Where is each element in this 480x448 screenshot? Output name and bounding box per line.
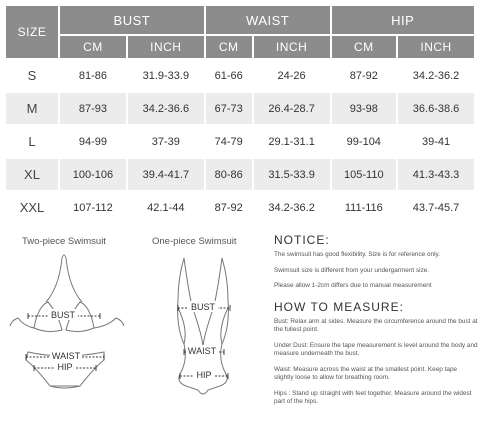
bust-header: BUST (60, 6, 204, 34)
table-row (6, 126, 474, 157)
table-cell: 42.1-44 (128, 192, 204, 223)
table-cell: 61-66 (206, 60, 252, 91)
size-cell: M (6, 93, 58, 124)
measure-item: Waist: Measure across the waist at the smallest point. Keep tape slightly loose to allow for breathing room. (274, 365, 458, 381)
waist-header: WAIST (206, 6, 330, 34)
measure-item: Bust: Relax arm at sides. Measure the circumference around the bust at the fullest point. (274, 317, 478, 333)
notice-title: NOTICE: (274, 233, 330, 247)
two-piece-swimsuit-illustration (4, 248, 144, 444)
table-cell: 74-79 (206, 126, 252, 157)
table-row (6, 93, 474, 124)
table-cell: 87-92 (206, 192, 252, 223)
table-cell: 107-112 (60, 192, 126, 223)
table-cell: 41.3-43.3 (398, 159, 474, 190)
notice-line: The swimsuit has good flexibility. Size is for reference only. (274, 251, 440, 258)
table-cell: 80-86 (206, 159, 252, 190)
notice-section (274, 233, 478, 414)
bust-label: BUST (50, 310, 76, 320)
two-piece-caption: Two-piece Swimsuit (22, 236, 106, 247)
size-cell: L (6, 126, 58, 157)
table-cell: 87-93 (60, 93, 126, 124)
unit-header: INCH (398, 36, 474, 58)
table-cell: 67-73 (206, 93, 252, 124)
unit-header: CM (60, 36, 126, 58)
table-cell: 43.7-45.7 (398, 192, 474, 223)
hip-label: HIP (57, 362, 73, 372)
one-piece-swimsuit-illustration (148, 248, 258, 444)
table-row (6, 192, 474, 223)
table-cell: 34.2-36.2 (254, 192, 330, 223)
table-cell: 94-99 (60, 126, 126, 157)
unit-header: INCH (128, 36, 204, 58)
table-cell: 34.2-36.2 (398, 60, 474, 91)
table-row (6, 159, 474, 190)
table-cell: 111-116 (332, 192, 397, 223)
table-cell: 39-41 (398, 126, 474, 157)
waist-label: WAIST (187, 346, 217, 356)
table-cell: 93-98 (332, 93, 397, 124)
size-cell: XXL (6, 192, 58, 223)
table-cell: 99-104 (332, 126, 397, 157)
table-cell: 29.1-31.1 (254, 126, 330, 157)
table-cell: 34.2-36.6 (128, 93, 204, 124)
unit-header: CM (332, 36, 397, 58)
table-cell: 39.4-41.7 (128, 159, 204, 190)
size-cell: XL (6, 159, 58, 190)
hip-header: HIP (332, 6, 474, 34)
size-chart-table (4, 4, 476, 225)
unit-header: CM (206, 36, 252, 58)
notice-line: Please allow 1-2cm differs due to manual measurement (274, 282, 432, 289)
measure-item: Under Dust: Ensure the tape measurement is level around the body and measure underneath the bust. (274, 341, 478, 357)
table-cell: 87-92 (332, 60, 397, 91)
hip-label: HIP (196, 370, 212, 380)
waist-label: WAIST (51, 351, 81, 361)
one-piece-caption: One-piece Swimsuit (152, 236, 237, 247)
table-cell: 24-26 (254, 60, 330, 91)
bust-label: BUST (190, 302, 216, 312)
size-header: SIZE (6, 6, 58, 58)
table-cell: 36.6-38.6 (398, 93, 474, 124)
notice-line: Swimsuit size is different from your undergarment size. (274, 266, 430, 274)
table-cell: 37-39 (128, 126, 204, 157)
table-cell: 100-106 (60, 159, 126, 190)
table-cell: 26.4-28.7 (254, 93, 330, 124)
unit-header: INCH (254, 36, 330, 58)
table-cell: 81-86 (60, 60, 126, 91)
table-row (6, 60, 474, 91)
measure-item: Hips : Stand up straight with feet together. Measure around the widest part of the hips. (274, 389, 472, 405)
table-cell: 31.5-33.9 (254, 159, 330, 190)
size-cell: S (6, 60, 58, 91)
table-cell: 105-110 (332, 159, 397, 190)
table-cell: 31.9-33.9 (128, 60, 204, 91)
measure-title: HOW TO MEASURE: (274, 299, 404, 314)
